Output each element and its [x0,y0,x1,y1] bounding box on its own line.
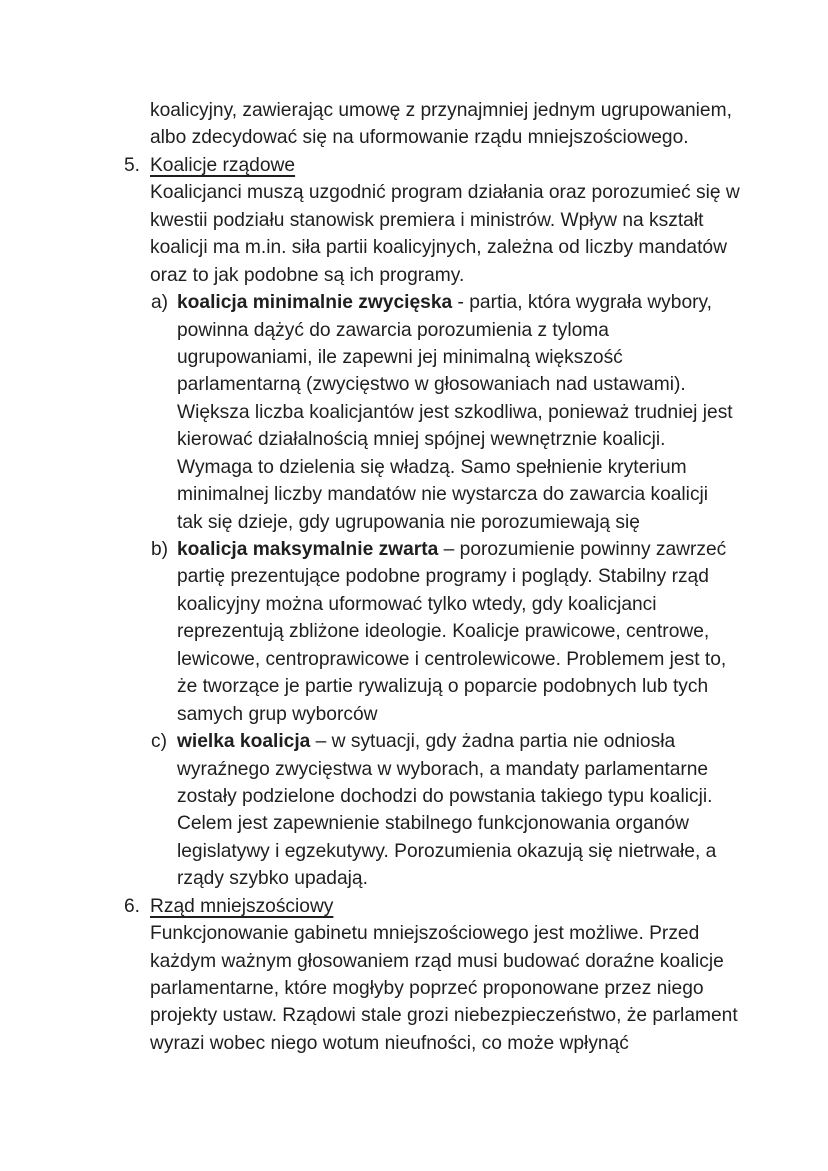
text-segment: tak się dzieje, gdy ugrupowania nie porozumiewają się [177,511,640,533]
text-line [0,207,828,234]
text-segment: Wymaga to dzielenia się władzą. Samo spełnienie kryterium [177,456,687,478]
list-marker: 5. [124,154,141,176]
text-line [0,399,828,426]
line-text [177,868,368,889]
line-text [150,1033,629,1054]
text-segment: reprezentują zbliżone ideologie. Koalicje prawicowe, centrowe, [177,621,710,643]
line-text [150,210,703,231]
text-segment: Celem jest zapewnienie stabilnego funkcjonowania organów [177,813,689,835]
text-line [0,317,828,344]
line-text [177,292,712,313]
text-segment: Większa liczba koalicjantów jest szkodliwa, ponieważ trudniej jest [177,401,733,423]
text-line [0,701,828,728]
text-segment: każdym ważnym głosowaniem rząd musi budować doraźne koalicje [150,950,724,972]
text-segment: Koalicje rządowe [150,154,296,176]
line-text [177,320,609,341]
text-segment: - partia, która wygrała wybory, [452,292,712,314]
text-segment: Funkcjonowanie gabinetu mniejszościowego jest możliwe. Przed [150,923,700,945]
line-text [150,265,464,286]
text-line [0,179,828,206]
text-segment: minimalnej liczby mandatów nie wystarcza do zawarcia koalicji [177,484,709,506]
text-line [0,124,828,151]
line-text [177,402,733,423]
text-segment: lewicowe, centroprawicowe i centrolewicowe. Problemem jest to, [177,648,727,670]
text-line [0,920,828,947]
list-item-line [0,289,828,316]
text-line [0,344,828,371]
text-line [0,563,828,590]
text-line [0,865,828,892]
text-line [0,618,828,645]
text-segment: rządy szybko upadają. [177,868,368,890]
heading-text [150,896,333,917]
list-marker: c) [151,731,167,753]
text-segment: – porozumienie powinny zawrzeć [438,539,727,560]
text-line [0,454,828,481]
text-segment: wyraźnego zwycięstwa w wyborach, a mandaty parlamentarne [177,758,709,780]
bold-term: koalicja maksymalnie zwarta [177,539,439,560]
line-text [177,621,709,642]
text-line [0,97,828,124]
line-text [150,923,699,944]
line-text [150,951,724,972]
line-text [177,813,689,834]
text-line [0,1030,828,1057]
text-line [0,591,828,618]
line-text [177,429,665,450]
list-item-line [0,893,828,920]
text-segment: parlamentarną (zwycięstwo w głosowaniach nad ustawami). [177,374,686,396]
text-line [0,1002,828,1029]
text-line [0,756,828,783]
line-text [177,704,377,725]
text-line [0,481,828,508]
text-segment: – w sytuacji, gdy żadna partia nie odniosła [310,731,676,753]
text-segment: samych grup wyborców [177,703,378,725]
list-marker: a) [151,292,169,314]
text-line [0,509,828,536]
text-line [0,975,828,1002]
text-line [0,810,828,837]
list-item-line [0,728,828,755]
line-text [177,374,686,395]
text-segment: koalicyjny można uformować tylko wtedy, gdy koalicjanci [177,593,657,615]
line-text [150,237,727,258]
line-text [177,731,675,752]
text-segment: kwestii podziału stanowisk premiera i ministrów. Wpływ na kształt [150,209,704,231]
line-text [177,512,640,533]
line-text [177,594,657,615]
text-line [0,371,828,398]
line-text [177,786,712,807]
list-marker: b) [151,539,169,560]
text-line [0,426,828,453]
line-text [150,1005,738,1026]
text-segment: oraz to jak podobne są ich programy. [150,264,465,286]
text-segment: koalicyjny, zawierając umowę z przynajmniej jednym ugrupowaniem, [150,100,732,121]
document-content [0,97,828,1057]
line-text [177,484,708,505]
line-text [177,539,726,560]
bold-term: wielka koalicja [177,731,311,753]
text-segment: partię prezentujące podobne programy i poglądy. Stabilny rząd [177,566,709,588]
line-text [177,649,726,670]
line-text [150,182,740,203]
text-segment: Koalicjanci muszą uzgodnić program działania oraz porozumieć się w [150,182,740,204]
text-segment: projekty ustaw. Rządowi stale grozi niebezpieczeństwo, że parlament [150,1005,738,1027]
line-text [177,566,709,587]
line-text [150,100,732,121]
text-segment: parlamentarne, które mogłyby poprzeć proponowane przez niego [150,978,704,999]
list-item-line [0,152,828,179]
text-line [0,646,828,673]
line-text [177,759,708,780]
text-segment: że tworzące je partie rywalizują o poparcie podobnych lub tych [177,676,709,698]
text-segment: zostały podzielone dochodzi do powstania takiego typu koalicji. [177,785,713,807]
text-line [0,838,828,865]
bold-term: koalicja minimalnie zwycięska [177,292,453,314]
text-line [0,673,828,700]
text-line [0,234,828,261]
text-line [0,783,828,810]
text-segment: powinna dążyć do zawarcia porozumienia z tyloma [177,319,609,341]
text-line [0,262,828,289]
text-segment: ugrupowaniami, ile zapewni jej minimalną większość [177,346,623,368]
text-segment: kierować działalnością mniej spójnej wewnętrznie koalicji. [177,429,666,451]
text-line [0,948,828,975]
line-text [150,978,704,999]
heading-text [150,155,295,176]
text-segment: wyrazi wobec niego wotum nieufności, co może wpłynąć [150,1032,629,1054]
line-text [177,347,623,368]
line-text [177,457,687,478]
text-segment: legislatywy i egzekutywy. Porozumienia okazują się nietrwałe, a [177,840,717,862]
text-segment: Rząd mniejszościowy [150,895,334,917]
line-text [150,127,689,148]
text-segment: albo zdecydować się na uformowanie rządu mniejszościowego. [150,127,689,149]
list-marker: 6. [124,895,141,917]
text-segment: koalicji ma m.in. siła partii koalicyjnych, zależna od liczby mandatów [150,237,727,259]
list-item-line [0,536,828,563]
line-text [177,676,708,697]
line-text [177,841,716,862]
